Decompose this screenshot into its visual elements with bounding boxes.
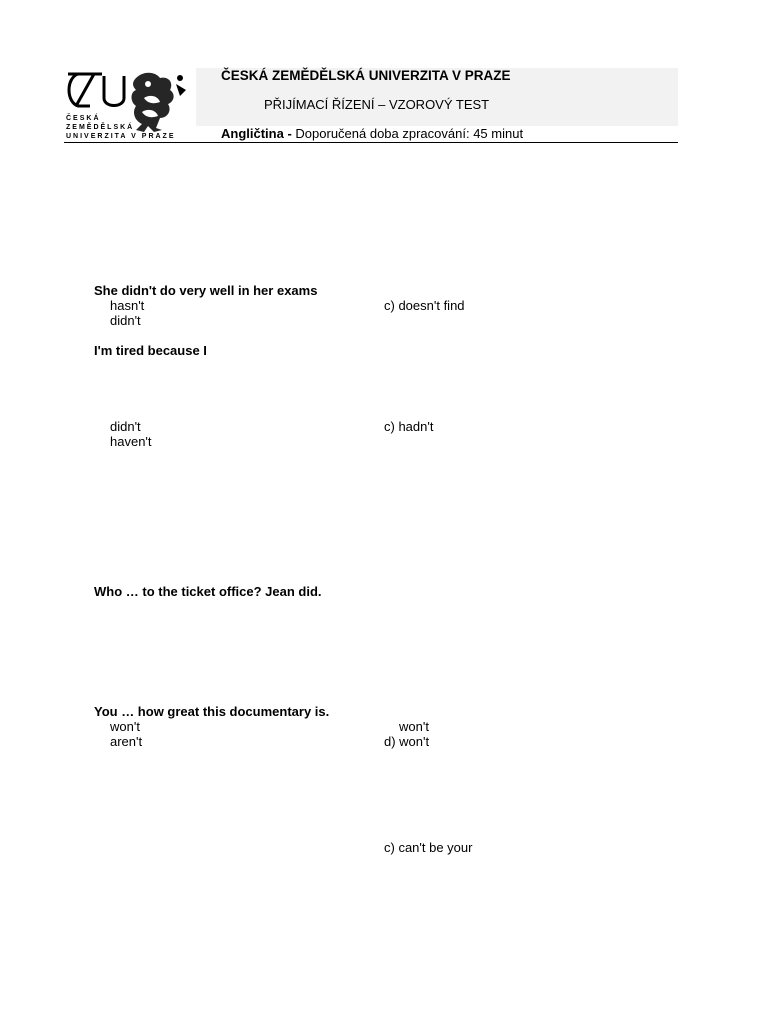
subject-line [221,126,523,141]
question-1-option-b: didn't [110,313,141,328]
question-2-option-c: c) hadn't [384,419,434,434]
question-1-option-a: hasn't [110,298,145,313]
subject-name: Angličtina - [221,126,292,141]
extra-option-c: c) can't be your [384,840,473,855]
question-4-option-a: won't [110,719,140,734]
question-4-option-d: d) won't [384,734,430,749]
question-4-text: You … how great this documentary is. [94,704,330,719]
question-1-text: She didn't do very well in her exams [94,283,318,298]
question-3-text: Who … to the ticket office? Jean did. [94,584,322,599]
question-2-option-b: haven't [110,434,152,449]
logo-text-line-3: UNIVERZITA V PRAZE [66,133,176,140]
university-title: ČESKÁ ZEMĚDĚLSKÁ UNIVERZITA V PRAZE [221,68,511,83]
exam-subtitle: PŘIJÍMACÍ ŘÍZENÍ – VZOROVÝ TEST [264,97,490,112]
header-rule [64,142,678,143]
question-1-option-c: c) doesn't find [384,298,465,313]
question-4-option-c: won't [399,719,429,734]
question-4-option-b: aren't [110,734,143,749]
question-2-option-a: didn't [110,419,141,434]
question-2-text: I'm tired because I [94,343,207,358]
recommended-duration: Doporučená doba zpracování: 45 minut [295,126,524,141]
logo-text-line-2: ZEMĚDĚLSKÁ [66,124,135,131]
logo-text-line-1: ČESKÁ [66,115,101,122]
